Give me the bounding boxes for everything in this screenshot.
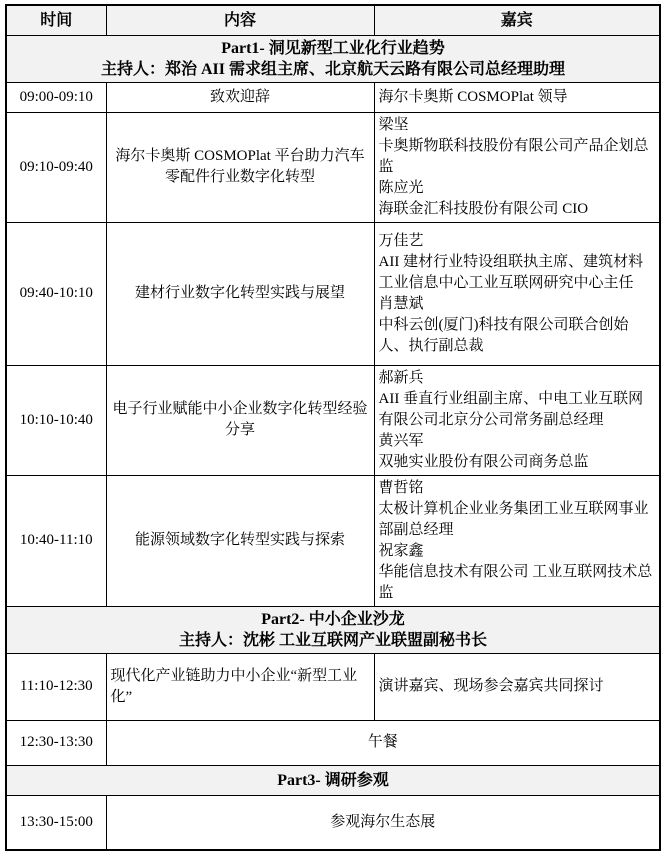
guest-name: 祝家鑫 bbox=[378, 542, 424, 559]
agenda-table bbox=[5, 4, 661, 851]
column-header-guests: 嘉宾 bbox=[374, 5, 660, 35]
time-cell: 10:40-11:10 bbox=[6, 475, 106, 606]
time-cell: 13:30-15:00 bbox=[6, 795, 106, 850]
guest-title: 卡奥斯物联科技股份有限公司产品企划总监 bbox=[378, 137, 649, 175]
column-header-row bbox=[6, 5, 660, 35]
time-cell: 09:40-10:10 bbox=[6, 222, 106, 365]
guest-title: AII 垂直行业组副主席、中电工业互联网有限公司北京分公司常务副总经理 bbox=[378, 390, 644, 428]
time-cell: 10:10-10:40 bbox=[6, 365, 106, 475]
agenda-row bbox=[6, 82, 660, 112]
guest-name: 曹哲铭 bbox=[378, 479, 424, 496]
content-cell: 现代化产业链助力中小企业“新型工业化” bbox=[106, 653, 374, 720]
section-row-part3 bbox=[6, 765, 660, 795]
guest-entry bbox=[379, 368, 656, 431]
lunch-row bbox=[6, 720, 660, 765]
time-cell: 09:10-09:40 bbox=[6, 112, 106, 222]
guest-name: 陈应光 bbox=[378, 179, 424, 196]
guest-entry bbox=[379, 541, 656, 604]
guests-cell bbox=[374, 475, 660, 606]
guest-entry bbox=[379, 178, 656, 220]
guest-name: 肖慧斌 bbox=[378, 295, 424, 312]
guests-cell: 海尔卡奥斯 COSMOPlat 领导 bbox=[374, 82, 660, 112]
column-header-content: 内容 bbox=[106, 5, 374, 35]
agenda-row bbox=[6, 222, 660, 365]
agenda-row bbox=[6, 475, 660, 606]
agenda-row bbox=[6, 653, 660, 720]
guest-entry bbox=[379, 231, 656, 294]
guest-title: 太极计算机企业业务集团工业互联网事业部副总经理 bbox=[378, 500, 649, 538]
content-cell: 午餐 bbox=[106, 720, 660, 765]
section-title-part3: Part3- 调研参观 bbox=[277, 771, 389, 789]
guest-entry bbox=[379, 478, 656, 541]
guests-cell bbox=[374, 112, 660, 222]
content-cell: 能源领域数字化转型实践与探索 bbox=[106, 475, 374, 606]
content-cell: 参观海尔生态展 bbox=[106, 795, 660, 850]
section-title-part2: Part2- 中小企业沙龙 bbox=[261, 610, 405, 628]
section-title-part1: Part1- 洞见新型工业化行业趋势 bbox=[221, 39, 445, 57]
section-host-part1: 主持人：郑治 AII 需求组主席、北京航天云路有限公司总经理助理 bbox=[100, 60, 565, 78]
guest-name: 郝新兵 bbox=[378, 369, 424, 386]
guest-title: 双驰实业股份有限公司商务总监 bbox=[378, 453, 589, 470]
section-row-part2 bbox=[6, 606, 660, 653]
guest-name: 梁坚 bbox=[378, 116, 409, 133]
guests-cell bbox=[374, 222, 660, 365]
content-cell: 电子行业赋能中小企业数字化转型经验分享 bbox=[106, 365, 374, 475]
guest-entry bbox=[379, 431, 656, 473]
section-host-part2: 主持人：沈彬 工业互联网产业联盟副秘书长 bbox=[178, 631, 487, 649]
column-header-time: 时间 bbox=[6, 5, 106, 35]
time-cell: 09:00-09:10 bbox=[6, 82, 106, 112]
content-cell: 建材行业数字化转型实践与展望 bbox=[106, 222, 374, 365]
time-cell: 12:30-13:30 bbox=[6, 720, 106, 765]
guest-name: 万佳艺 bbox=[378, 232, 424, 249]
section-row-part1 bbox=[6, 35, 660, 82]
agenda-row bbox=[6, 365, 660, 475]
guest-entry bbox=[379, 115, 656, 178]
time-cell: 11:10-12:30 bbox=[6, 653, 106, 720]
guest-title: 华能信息技术有限公司 工业互联网技术总监 bbox=[378, 563, 653, 601]
visit-row bbox=[6, 795, 660, 850]
guest-title: AII 建材行业特设组联执主席、建筑材料工业信息中心工业互联网研究中心主任 bbox=[378, 253, 644, 291]
content-cell: 致欢迎辞 bbox=[106, 82, 374, 112]
guest-title: 海联金汇科技股份有限公司 CIO bbox=[378, 200, 589, 217]
guests-cell: 演讲嘉宾、现场参会嘉宾共同探讨 bbox=[374, 653, 660, 720]
agenda-row bbox=[6, 112, 660, 222]
guest-entry bbox=[379, 294, 656, 357]
guest-name: 黄兴军 bbox=[378, 432, 424, 449]
guest-title: 中科云创(厦门)科技有限公司联合创始人、执行副总裁 bbox=[378, 316, 629, 354]
guests-cell bbox=[374, 365, 660, 475]
content-cell: 海尔卡奥斯 COSMOPlat 平台助力汽车零配件行业数字化转型 bbox=[106, 112, 374, 222]
